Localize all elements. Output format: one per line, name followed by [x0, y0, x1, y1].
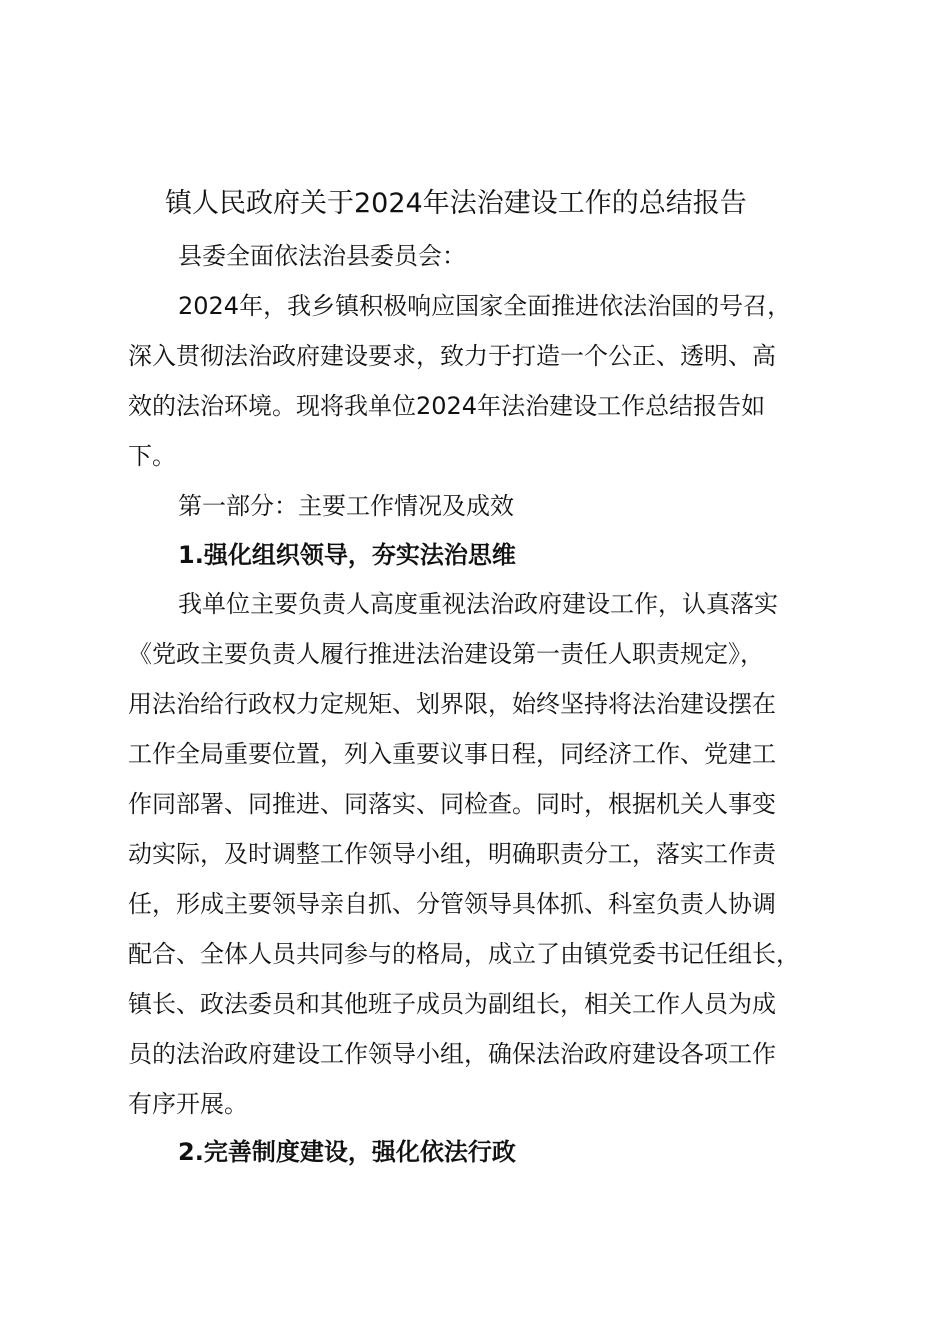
body-line: 有序开展。	[128, 1090, 248, 1118]
document-title: 镇人民政府关于2024年法治建设工作的总结报告	[165, 188, 747, 219]
section-heading: 2.完善制度建设，强化依法行政	[178, 1138, 516, 1166]
intro-line: 下。	[128, 442, 176, 470]
body-line: 《党政主要负责人履行推进法治建设第一责任人职责规定》，	[128, 640, 764, 668]
body-line: 作同部署、同推进、同落实、同检查。同时，根据机关人事变	[128, 790, 776, 818]
part-heading: 第一部分：主要工作情况及成效	[178, 492, 514, 520]
body-line: 动实际，及时调整工作领导小组，明确职责分工，落实工作责	[128, 840, 776, 868]
salutation: 县委全面依法治县委员会：	[178, 242, 466, 270]
body-line: 我单位主要负责人高度重视法治政府建设工作，认真落实	[178, 590, 778, 618]
intro-line: 效的法治环境。现将我单位2024年法治建设工作总结报告如	[128, 392, 766, 420]
body-line: 镇长、政法委员和其他班子成员为副组长，相关工作人员为成	[128, 990, 776, 1018]
body-line: 员的法治政府建设工作领导小组，确保法治政府建设各项工作	[128, 1040, 776, 1068]
intro-line: 深入贯彻法治政府建设要求，致力于打造一个公正、透明、高	[128, 342, 776, 370]
section-heading: 1.强化组织领导，夯实法治思维	[178, 541, 516, 569]
body-line: 工作全局重要位置，列入重要议事日程，同经济工作、党建工	[128, 740, 776, 768]
body-line: 配合、全体人员共同参与的格局，成立了由镇党委书记任组长，	[128, 940, 800, 968]
intro-line: 2024年，我乡镇积极响应国家全面推进依法治国的号召，	[178, 292, 792, 320]
body-line: 用法治给行政权力定规矩、划界限，始终坚持将法治建设摆在	[128, 690, 776, 718]
body-line: 任，形成主要领导亲自抓、分管领导具体抓、科室负责人协调	[128, 890, 776, 918]
